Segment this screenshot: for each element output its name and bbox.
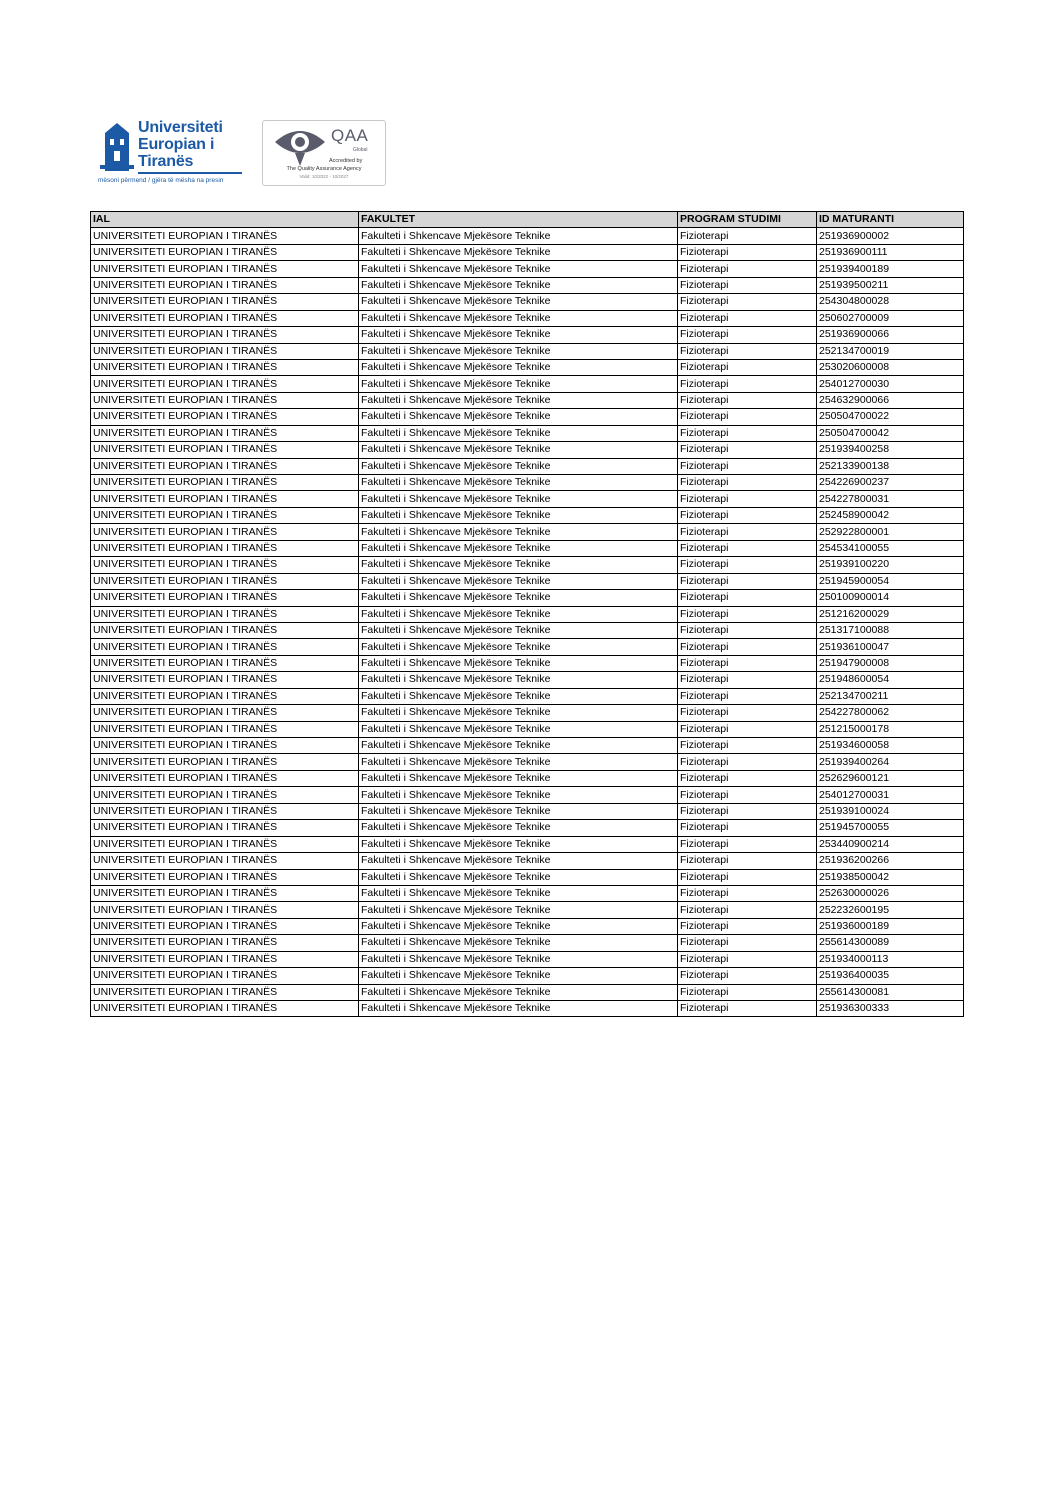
cell-program-studimi: Fizioterapi xyxy=(678,557,817,573)
cell-ial: UNIVERSITETI EUROPIAN I TIRANËS xyxy=(91,918,359,934)
qaa-logo xyxy=(262,120,386,186)
cell-program-studimi: Fizioterapi xyxy=(678,803,817,819)
cell-id-maturanti: 251936100047 xyxy=(817,639,964,655)
cell-program-studimi: Fizioterapi xyxy=(678,968,817,984)
cell-ial: UNIVERSITETI EUROPIAN I TIRANËS xyxy=(91,738,359,754)
table-row xyxy=(91,590,964,606)
cell-id-maturanti: 254632900066 xyxy=(817,392,964,408)
cell-id-maturanti: 250504700042 xyxy=(817,425,964,441)
cell-ial: UNIVERSITETI EUROPIAN I TIRANËS xyxy=(91,869,359,885)
cell-fakultet: Fakulteti i Shkencave Mjekësore Teknike xyxy=(359,425,678,441)
cell-fakultet: Fakulteti i Shkencave Mjekësore Teknike xyxy=(359,310,678,326)
table-row xyxy=(91,885,964,901)
cell-fakultet: Fakulteti i Shkencave Mjekësore Teknike xyxy=(359,376,678,392)
cell-fakultet: Fakulteti i Shkencave Mjekësore Teknike xyxy=(359,672,678,688)
cell-ial: UNIVERSITETI EUROPIAN I TIRANËS xyxy=(91,343,359,359)
cell-id-maturanti: 255614300081 xyxy=(817,984,964,1000)
cell-id-maturanti: 251317100088 xyxy=(817,622,964,638)
cell-program-studimi: Fizioterapi xyxy=(678,705,817,721)
cell-id-maturanti: 251216200029 xyxy=(817,606,964,622)
table-row xyxy=(91,491,964,507)
cell-fakultet: Fakulteti i Shkencave Mjekësore Teknike xyxy=(359,639,678,655)
cell-fakultet: Fakulteti i Shkencave Mjekësore Teknike xyxy=(359,491,678,507)
table-row xyxy=(91,803,964,819)
table-row xyxy=(91,721,964,737)
cell-id-maturanti: 252232600195 xyxy=(817,902,964,918)
cell-fakultet: Fakulteti i Shkencave Mjekësore Teknike xyxy=(359,507,678,523)
cell-id-maturanti: 251948600054 xyxy=(817,672,964,688)
cell-fakultet: Fakulteti i Shkencave Mjekësore Teknike xyxy=(359,688,678,704)
table-row xyxy=(91,409,964,425)
cell-program-studimi: Fizioterapi xyxy=(678,853,817,869)
table-row xyxy=(91,1001,964,1017)
cell-fakultet: Fakulteti i Shkencave Mjekësore Teknike xyxy=(359,853,678,869)
cell-ial: UNIVERSITETI EUROPIAN I TIRANËS xyxy=(91,1001,359,1017)
cell-fakultet: Fakulteti i Shkencave Mjekësore Teknike xyxy=(359,277,678,293)
cell-id-maturanti: 254226900237 xyxy=(817,475,964,491)
cell-ial: UNIVERSITETI EUROPIAN I TIRANËS xyxy=(91,442,359,458)
cell-fakultet: Fakulteti i Shkencave Mjekësore Teknike xyxy=(359,524,678,540)
cell-ial: UNIVERSITETI EUROPIAN I TIRANËS xyxy=(91,984,359,1000)
table-row xyxy=(91,507,964,523)
cell-fakultet: Fakulteti i Shkencave Mjekësore Teknike xyxy=(359,803,678,819)
table-row xyxy=(91,573,964,589)
cell-fakultet: Fakulteti i Shkencave Mjekësore Teknike xyxy=(359,721,678,737)
cell-ial: UNIVERSITETI EUROPIAN I TIRANËS xyxy=(91,458,359,474)
table-row xyxy=(91,836,964,852)
cell-fakultet: Fakulteti i Shkencave Mjekësore Teknike xyxy=(359,327,678,343)
university-logo-rule xyxy=(138,172,242,174)
table-row xyxy=(91,359,964,375)
table-row xyxy=(91,869,964,885)
cell-id-maturanti: 254227800062 xyxy=(817,705,964,721)
cell-ial: UNIVERSITETI EUROPIAN I TIRANËS xyxy=(91,590,359,606)
column-header-ial: IAL xyxy=(91,212,359,228)
cell-program-studimi: Fizioterapi xyxy=(678,310,817,326)
cell-id-maturanti: 251939100024 xyxy=(817,803,964,819)
cell-fakultet: Fakulteti i Shkencave Mjekësore Teknike xyxy=(359,951,678,967)
cell-program-studimi: Fizioterapi xyxy=(678,359,817,375)
cell-program-studimi: Fizioterapi xyxy=(678,442,817,458)
cell-ial: UNIVERSITETI EUROPIAN I TIRANËS xyxy=(91,475,359,491)
cell-program-studimi: Fizioterapi xyxy=(678,458,817,474)
cell-ial: UNIVERSITETI EUROPIAN I TIRANËS xyxy=(91,573,359,589)
qaa-valid-dates: Valid: 10/2022 - 10/2027 xyxy=(299,174,349,179)
cell-program-studimi: Fizioterapi xyxy=(678,984,817,1000)
cell-id-maturanti: 251934000113 xyxy=(817,951,964,967)
cell-fakultet: Fakulteti i Shkencave Mjekësore Teknike xyxy=(359,787,678,803)
cell-fakultet: Fakulteti i Shkencave Mjekësore Teknike xyxy=(359,573,678,589)
cell-ial: UNIVERSITETI EUROPIAN I TIRANËS xyxy=(91,688,359,704)
cell-ial: UNIVERSITETI EUROPIAN I TIRANËS xyxy=(91,935,359,951)
table-row xyxy=(91,820,964,836)
qaa-subtitle: Global xyxy=(353,147,368,153)
cell-ial: UNIVERSITETI EUROPIAN I TIRANËS xyxy=(91,672,359,688)
cell-fakultet: Fakulteti i Shkencave Mjekësore Teknike xyxy=(359,1001,678,1017)
cell-id-maturanti: 251947900008 xyxy=(817,655,964,671)
cell-ial: UNIVERSITETI EUROPIAN I TIRANËS xyxy=(91,721,359,737)
cell-ial: UNIVERSITETI EUROPIAN I TIRANËS xyxy=(91,968,359,984)
table-row xyxy=(91,754,964,770)
table-row xyxy=(91,277,964,293)
cell-ial: UNIVERSITETI EUROPIAN I TIRANËS xyxy=(91,392,359,408)
cell-id-maturanti: 251934600058 xyxy=(817,738,964,754)
cell-ial: UNIVERSITETI EUROPIAN I TIRANËS xyxy=(91,310,359,326)
cell-program-studimi: Fizioterapi xyxy=(678,787,817,803)
cell-program-studimi: Fizioterapi xyxy=(678,688,817,704)
university-name-line-1: Universiteti xyxy=(138,119,223,136)
students-table xyxy=(90,211,964,1017)
cell-id-maturanti: 254012700030 xyxy=(817,376,964,392)
cell-fakultet: Fakulteti i Shkencave Mjekësore Teknike xyxy=(359,409,678,425)
cell-id-maturanti: 251939400189 xyxy=(817,261,964,277)
cell-program-studimi: Fizioterapi xyxy=(678,672,817,688)
cell-id-maturanti: 252458900042 xyxy=(817,507,964,523)
cell-id-maturanti: 251939400258 xyxy=(817,442,964,458)
cell-program-studimi: Fizioterapi xyxy=(678,409,817,425)
cell-ial: UNIVERSITETI EUROPIAN I TIRANËS xyxy=(91,951,359,967)
column-header-program-studimi: PROGRAM STUDIMI xyxy=(678,212,817,228)
cell-program-studimi: Fizioterapi xyxy=(678,425,817,441)
table-row xyxy=(91,918,964,934)
table-row xyxy=(91,935,964,951)
cell-program-studimi: Fizioterapi xyxy=(678,918,817,934)
cell-id-maturanti: 251939500211 xyxy=(817,277,964,293)
cell-id-maturanti: 252134700211 xyxy=(817,688,964,704)
table-row xyxy=(91,294,964,310)
university-name-line-2: Europian i xyxy=(138,136,215,153)
cell-ial: UNIVERSITETI EUROPIAN I TIRANËS xyxy=(91,606,359,622)
cell-id-maturanti: 251936900066 xyxy=(817,327,964,343)
cell-program-studimi: Fizioterapi xyxy=(678,770,817,786)
table-row xyxy=(91,425,964,441)
table-row xyxy=(91,343,964,359)
cell-id-maturanti: 252133900138 xyxy=(817,458,964,474)
table-row xyxy=(91,688,964,704)
cell-fakultet: Fakulteti i Shkencave Mjekësore Teknike xyxy=(359,770,678,786)
cell-ial: UNIVERSITETI EUROPIAN I TIRANËS xyxy=(91,540,359,556)
cell-id-maturanti: 251936400035 xyxy=(817,968,964,984)
cell-program-studimi: Fizioterapi xyxy=(678,885,817,901)
cell-fakultet: Fakulteti i Shkencave Mjekësore Teknike xyxy=(359,885,678,901)
cell-ial: UNIVERSITETI EUROPIAN I TIRANËS xyxy=(91,261,359,277)
table-row xyxy=(91,327,964,343)
cell-program-studimi: Fizioterapi xyxy=(678,244,817,260)
table-row xyxy=(91,639,964,655)
cell-fakultet: Fakulteti i Shkencave Mjekësore Teknike xyxy=(359,228,678,244)
table-row xyxy=(91,376,964,392)
table-row xyxy=(91,853,964,869)
cell-id-maturanti: 251215000178 xyxy=(817,721,964,737)
cell-fakultet: Fakulteti i Shkencave Mjekësore Teknike xyxy=(359,705,678,721)
cell-id-maturanti: 255614300089 xyxy=(817,935,964,951)
cell-program-studimi: Fizioterapi xyxy=(678,228,817,244)
cell-id-maturanti: 252629600121 xyxy=(817,770,964,786)
cell-fakultet: Fakulteti i Shkencave Mjekësore Teknike xyxy=(359,294,678,310)
cell-fakultet: Fakulteti i Shkencave Mjekësore Teknike xyxy=(359,261,678,277)
cell-fakultet: Fakulteti i Shkencave Mjekësore Teknike xyxy=(359,820,678,836)
cell-fakultet: Fakulteti i Shkencave Mjekësore Teknike xyxy=(359,392,678,408)
cell-ial: UNIVERSITETI EUROPIAN I TIRANËS xyxy=(91,491,359,507)
cell-id-maturanti: 251936900002 xyxy=(817,228,964,244)
cell-ial: UNIVERSITETI EUROPIAN I TIRANËS xyxy=(91,507,359,523)
cell-ial: UNIVERSITETI EUROPIAN I TIRANËS xyxy=(91,557,359,573)
cell-id-maturanti: 250504700022 xyxy=(817,409,964,425)
table-row xyxy=(91,557,964,573)
cell-id-maturanti: 251936900111 xyxy=(817,244,964,260)
cell-fakultet: Fakulteti i Shkencave Mjekësore Teknike xyxy=(359,655,678,671)
cell-fakultet: Fakulteti i Shkencave Mjekësore Teknike xyxy=(359,968,678,984)
cell-id-maturanti: 252134700019 xyxy=(817,343,964,359)
table-row xyxy=(91,540,964,556)
cell-program-studimi: Fizioterapi xyxy=(678,392,817,408)
cell-program-studimi: Fizioterapi xyxy=(678,639,817,655)
cell-ial: UNIVERSITETI EUROPIAN I TIRANËS xyxy=(91,376,359,392)
cell-fakultet: Fakulteti i Shkencave Mjekësore Teknike xyxy=(359,343,678,359)
cell-program-studimi: Fizioterapi xyxy=(678,606,817,622)
table-row xyxy=(91,787,964,803)
cell-program-studimi: Fizioterapi xyxy=(678,836,817,852)
cell-id-maturanti: 251939400264 xyxy=(817,754,964,770)
cell-program-studimi: Fizioterapi xyxy=(678,820,817,836)
cell-id-maturanti: 250100900014 xyxy=(817,590,964,606)
qaa-agency-name: The Quality Assurance Agency xyxy=(286,166,362,172)
cell-program-studimi: Fizioterapi xyxy=(678,951,817,967)
cell-fakultet: Fakulteti i Shkencave Mjekësore Teknike xyxy=(359,754,678,770)
cell-program-studimi: Fizioterapi xyxy=(678,540,817,556)
cell-fakultet: Fakulteti i Shkencave Mjekësore Teknike xyxy=(359,557,678,573)
table-row xyxy=(91,655,964,671)
table-row xyxy=(91,672,964,688)
cell-ial: UNIVERSITETI EUROPIAN I TIRANËS xyxy=(91,770,359,786)
table-body xyxy=(91,228,964,1017)
cell-fakultet: Fakulteti i Shkencave Mjekësore Teknike xyxy=(359,244,678,260)
cell-program-studimi: Fizioterapi xyxy=(678,491,817,507)
cell-program-studimi: Fizioterapi xyxy=(678,343,817,359)
cell-ial: UNIVERSITETI EUROPIAN I TIRANËS xyxy=(91,787,359,803)
cell-program-studimi: Fizioterapi xyxy=(678,376,817,392)
cell-id-maturanti: 252922800001 xyxy=(817,524,964,540)
table-row xyxy=(91,951,964,967)
cell-ial: UNIVERSITETI EUROPIAN I TIRANËS xyxy=(91,885,359,901)
qaa-accredited-label: Accredited by xyxy=(329,158,363,164)
table-row xyxy=(91,705,964,721)
cell-ial: UNIVERSITETI EUROPIAN I TIRANËS xyxy=(91,294,359,310)
table-row xyxy=(91,458,964,474)
cell-fakultet: Fakulteti i Shkencave Mjekësore Teknike xyxy=(359,738,678,754)
column-header-id-maturanti: ID MATURANTI xyxy=(817,212,964,228)
table-row xyxy=(91,738,964,754)
cell-program-studimi: Fizioterapi xyxy=(678,590,817,606)
cell-fakultet: Fakulteti i Shkencave Mjekësore Teknike xyxy=(359,869,678,885)
column-header-fakultet: FAKULTET xyxy=(359,212,678,228)
cell-fakultet: Fakulteti i Shkencave Mjekësore Teknike xyxy=(359,918,678,934)
cell-ial: UNIVERSITETI EUROPIAN I TIRANËS xyxy=(91,277,359,293)
cell-id-maturanti: 251945900054 xyxy=(817,573,964,589)
cell-fakultet: Fakulteti i Shkencave Mjekësore Teknike xyxy=(359,902,678,918)
cell-program-studimi: Fizioterapi xyxy=(678,902,817,918)
cell-program-studimi: Fizioterapi xyxy=(678,261,817,277)
table-row xyxy=(91,984,964,1000)
table-row xyxy=(91,228,964,244)
cell-id-maturanti: 251945700055 xyxy=(817,820,964,836)
table-row xyxy=(91,524,964,540)
cell-fakultet: Fakulteti i Shkencave Mjekësore Teknike xyxy=(359,458,678,474)
cell-fakultet: Fakulteti i Shkencave Mjekësore Teknike xyxy=(359,836,678,852)
cell-fakultet: Fakulteti i Shkencave Mjekësore Teknike xyxy=(359,935,678,951)
cell-fakultet: Fakulteti i Shkencave Mjekësore Teknike xyxy=(359,590,678,606)
table-row xyxy=(91,392,964,408)
cell-ial: UNIVERSITETI EUROPIAN I TIRANËS xyxy=(91,622,359,638)
cell-ial: UNIVERSITETI EUROPIAN I TIRANËS xyxy=(91,754,359,770)
cell-program-studimi: Fizioterapi xyxy=(678,294,817,310)
cell-fakultet: Fakulteti i Shkencave Mjekësore Teknike xyxy=(359,442,678,458)
university-tagline: mësoni përmend / gjëra të mësha na presin xyxy=(98,177,224,184)
cell-program-studimi: Fizioterapi xyxy=(678,869,817,885)
cell-ial: UNIVERSITETI EUROPIAN I TIRANËS xyxy=(91,359,359,375)
cell-id-maturanti: 254227800031 xyxy=(817,491,964,507)
qaa-eye-icon xyxy=(273,126,327,168)
table-header xyxy=(91,212,964,228)
cell-fakultet: Fakulteti i Shkencave Mjekësore Teknike xyxy=(359,540,678,556)
cell-id-maturanti: 254534100055 xyxy=(817,540,964,556)
cell-id-maturanti: 251939100220 xyxy=(817,557,964,573)
table-row xyxy=(91,261,964,277)
cell-program-studimi: Fizioterapi xyxy=(678,935,817,951)
cell-ial: UNIVERSITETI EUROPIAN I TIRANËS xyxy=(91,853,359,869)
table-row xyxy=(91,606,964,622)
cell-fakultet: Fakulteti i Shkencave Mjekësore Teknike xyxy=(359,606,678,622)
cell-id-maturanti: 250602700009 xyxy=(817,310,964,326)
cell-program-studimi: Fizioterapi xyxy=(678,1001,817,1017)
table-header-row xyxy=(91,212,964,228)
university-crest-icon xyxy=(98,121,136,175)
cell-program-studimi: Fizioterapi xyxy=(678,573,817,589)
cell-id-maturanti: 253440900214 xyxy=(817,836,964,852)
cell-id-maturanti: 251938500042 xyxy=(817,869,964,885)
table-row xyxy=(91,244,964,260)
table-row xyxy=(91,475,964,491)
university-name xyxy=(138,119,223,170)
cell-fakultet: Fakulteti i Shkencave Mjekësore Teknike xyxy=(359,475,678,491)
cell-ial: UNIVERSITETI EUROPIAN I TIRANËS xyxy=(91,820,359,836)
university-logo xyxy=(98,119,248,187)
table-row xyxy=(91,770,964,786)
cell-ial: UNIVERSITETI EUROPIAN I TIRANËS xyxy=(91,655,359,671)
cell-ial: UNIVERSITETI EUROPIAN I TIRANËS xyxy=(91,409,359,425)
cell-program-studimi: Fizioterapi xyxy=(678,754,817,770)
cell-id-maturanti: 251936000189 xyxy=(817,918,964,934)
cell-ial: UNIVERSITETI EUROPIAN I TIRANËS xyxy=(91,228,359,244)
cell-ial: UNIVERSITETI EUROPIAN I TIRANËS xyxy=(91,425,359,441)
table-row xyxy=(91,902,964,918)
cell-ial: UNIVERSITETI EUROPIAN I TIRANËS xyxy=(91,639,359,655)
cell-ial: UNIVERSITETI EUROPIAN I TIRANËS xyxy=(91,902,359,918)
cell-id-maturanti: 251936300333 xyxy=(817,1001,964,1017)
table-row xyxy=(91,968,964,984)
qaa-wordmark: QAA xyxy=(331,126,369,145)
cell-program-studimi: Fizioterapi xyxy=(678,277,817,293)
cell-id-maturanti: 254304800028 xyxy=(817,294,964,310)
table-row xyxy=(91,310,964,326)
table-row xyxy=(91,622,964,638)
cell-ial: UNIVERSITETI EUROPIAN I TIRANËS xyxy=(91,803,359,819)
cell-program-studimi: Fizioterapi xyxy=(678,327,817,343)
cell-id-maturanti: 254012700031 xyxy=(817,787,964,803)
cell-fakultet: Fakulteti i Shkencave Mjekësore Teknike xyxy=(359,984,678,1000)
cell-program-studimi: Fizioterapi xyxy=(678,721,817,737)
cell-ial: UNIVERSITETI EUROPIAN I TIRANËS xyxy=(91,705,359,721)
cell-program-studimi: Fizioterapi xyxy=(678,655,817,671)
university-name-line-3: Tiranës xyxy=(138,153,194,170)
cell-program-studimi: Fizioterapi xyxy=(678,524,817,540)
cell-ial: UNIVERSITETI EUROPIAN I TIRANËS xyxy=(91,524,359,540)
cell-fakultet: Fakulteti i Shkencave Mjekësore Teknike xyxy=(359,622,678,638)
cell-program-studimi: Fizioterapi xyxy=(678,738,817,754)
cell-program-studimi: Fizioterapi xyxy=(678,622,817,638)
cell-ial: UNIVERSITETI EUROPIAN I TIRANËS xyxy=(91,836,359,852)
cell-id-maturanti: 251936200266 xyxy=(817,853,964,869)
cell-ial: UNIVERSITETI EUROPIAN I TIRANËS xyxy=(91,327,359,343)
cell-id-maturanti: 252630000026 xyxy=(817,885,964,901)
cell-fakultet: Fakulteti i Shkencave Mjekësore Teknike xyxy=(359,359,678,375)
cell-ial: UNIVERSITETI EUROPIAN I TIRANËS xyxy=(91,244,359,260)
table-row xyxy=(91,442,964,458)
cell-program-studimi: Fizioterapi xyxy=(678,507,817,523)
cell-id-maturanti: 253020600008 xyxy=(817,359,964,375)
cell-program-studimi: Fizioterapi xyxy=(678,475,817,491)
